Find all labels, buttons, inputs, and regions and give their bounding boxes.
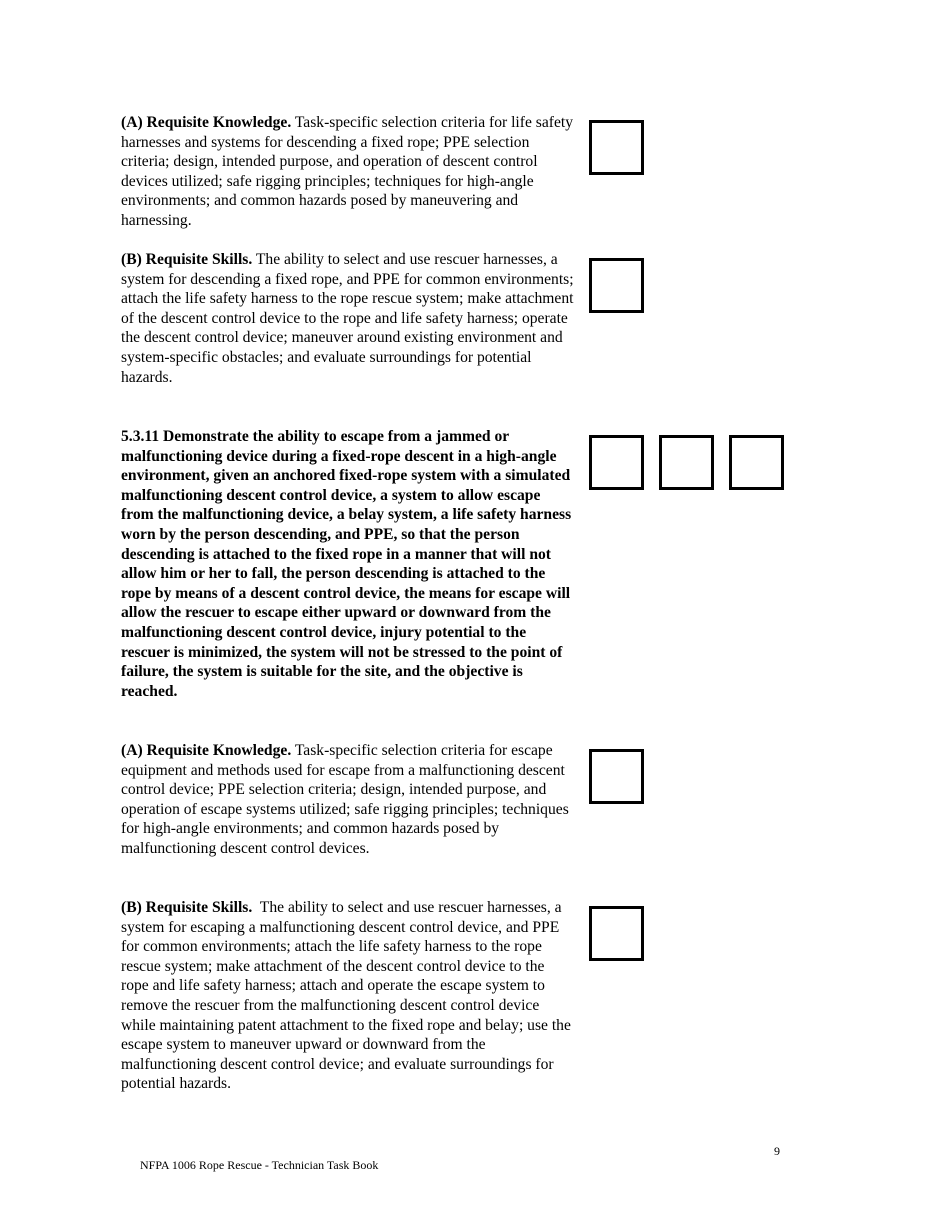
signoff-checkbox[interactable]	[729, 435, 784, 490]
page-footer: NFPA 1006 Rope Rescue - Technician Task Book	[140, 1158, 379, 1172]
signoff-checkbox[interactable]	[589, 258, 644, 313]
section-heading: (A) Requisite Knowledge.	[121, 742, 292, 759]
section-text: The ability to select and use rescuer harnesses, a system for escaping a malfunctioning descent control device, and PPE for common environments; attach the life safety harness to the rope rescue system; make attachment of the descent control device to the rope and life safety harness; attach and operate the escape system to remove the rescuer from the malfunctioning descent control device while maintaining patent attachment to the fixed rope and belay; use the escape system to maneuver upward or downward from the malfunctioning descent control device; and evaluate surroundings for potential hazards.	[121, 899, 575, 1093]
signoff-checkbox[interactable]	[589, 906, 644, 961]
section-text: The ability to select and use rescuer harnesses, a system for descending a fixed rope, and PPE for common environments; attach the life safety harness to the rope rescue system; make attachment of the descent control device to the rope and life safety harness; operate the descent control device; maneuver around existing environment and system-specific obstacles; and evaluate surroundings for potential hazards.	[121, 251, 574, 386]
section-heading: (B) Requisite Skills.	[121, 251, 253, 268]
section-heading: (B) Requisite Skills.	[121, 899, 253, 916]
section-a-knowledge-descent	[121, 113, 576, 231]
signoff-checkbox[interactable]	[589, 435, 644, 490]
signoff-checkbox[interactable]	[589, 749, 644, 804]
section-text: Task-specific selection criteria for life safety harnesses and systems for descending a fixed rope; PPE selection criteria; design, intended purpose, and operation of descent control devices utilized; safe rigging principles; techniques for high-angle environments; and common hazards posed by maneuvering and harnessing.	[121, 114, 574, 229]
section-text: Task-specific selection criteria for escape equipment and methods used for escape from a malfunctioning descent control device; PPE selection criteria; design, intended purpose, and operation of escape systems utilized; safe rigging principles; techniques for high-angle environments; and common hazards posed by malfunctioning descent control devices.	[121, 742, 569, 857]
section-a-knowledge-escape	[121, 741, 576, 859]
section-b-skills-descent	[121, 250, 576, 387]
section-heading: (A) Requisite Knowledge.	[121, 114, 292, 131]
task-5-3-11	[121, 427, 576, 701]
signoff-checkbox[interactable]	[589, 120, 644, 175]
section-b-skills-escape	[121, 898, 576, 1094]
signoff-checkbox[interactable]	[659, 435, 714, 490]
task-statement: 5.3.11 Demonstrate the ability to escape from a jammed or malfunctioning device during a fixed-rope descent in a high-angle environment, given an anchored fixed-rope system with a simulated malfunctioning descent control device, a system to allow escape from the malfunctioning device, a belay system, a life safety harness worn by the person descending, and PPE, so that the person descending is attached to the fixed rope in a manner that will not allow him or her to fall, the person descending is attached to the rope by means of a descent control device, the means for escape will allow the rescuer to escape either upward or downward from the malfunctioning descent control device, injury potential to the rescuer is minimized, the system will not be stressed to the point of failure, the system is suitable for the site, and the objective is reached.	[121, 428, 572, 700]
page-number: 9	[774, 1144, 780, 1158]
